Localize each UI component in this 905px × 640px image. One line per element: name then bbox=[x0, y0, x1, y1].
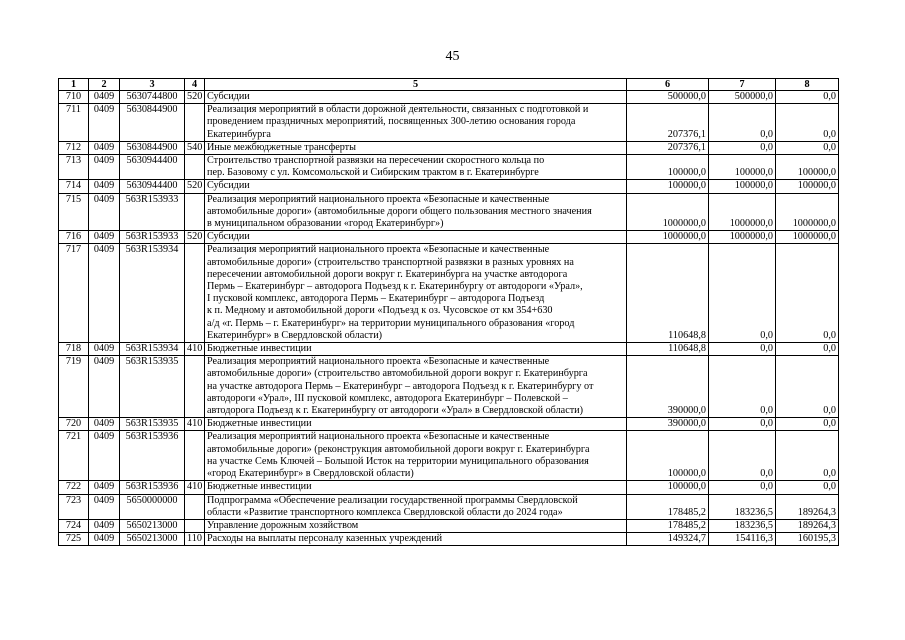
section-code-cell: 0409 bbox=[89, 193, 120, 231]
table-row bbox=[59, 481, 839, 494]
section-code-cell: 0409 bbox=[89, 481, 120, 494]
section-code-cell: 0409 bbox=[89, 343, 120, 356]
item-name-line: автомобильные дороги» (строительство транспортной развязки в разных уровнях на bbox=[207, 256, 574, 268]
table-row bbox=[59, 343, 839, 356]
header-cell: 7 bbox=[709, 79, 776, 91]
item-name-line: на участке Семь Ключей – Большой Исток на территории муниципального образования bbox=[207, 455, 589, 467]
amount-col7-cell: 0,0 bbox=[709, 481, 776, 494]
amount-col7-cell: 100000,0 bbox=[709, 155, 776, 180]
header-cell: 1 bbox=[59, 79, 89, 91]
amount-col7-cell: 183236,5 bbox=[709, 494, 776, 519]
table-row bbox=[59, 418, 839, 431]
item-name-line: автодороги «Урал», III пусковой комплекс, автодорога Екатеринбург – Полевской – bbox=[207, 392, 568, 404]
expense-type-cell bbox=[185, 244, 205, 343]
table-body bbox=[59, 91, 839, 546]
target-code-cell: 5630844900 bbox=[120, 104, 185, 142]
row-number-cell: 714 bbox=[59, 180, 89, 193]
item-name-cell bbox=[205, 244, 627, 343]
amount-col6-cell: 500000,0 bbox=[627, 91, 709, 104]
amount-col7-cell: 100000,0 bbox=[709, 180, 776, 193]
section-code-cell: 0409 bbox=[89, 533, 120, 546]
amount-col6-cell: 149324,7 bbox=[627, 533, 709, 546]
item-name-line: пересечении автомобильной дороги вокруг г. Екатеринбурга на участке автодорога bbox=[207, 268, 568, 280]
amount-col8-cell: 0,0 bbox=[776, 141, 839, 154]
table-row bbox=[59, 104, 839, 142]
item-name-cell bbox=[205, 231, 627, 244]
expense-type-cell: 520 bbox=[185, 91, 205, 104]
amount-col6-cell: 1000000,0 bbox=[627, 193, 709, 231]
expense-type-cell: 410 bbox=[185, 418, 205, 431]
row-number-cell: 716 bbox=[59, 231, 89, 244]
amount-col6-cell: 110648,8 bbox=[627, 343, 709, 356]
item-name-line: а/д «г. Пермь – г. Екатеринбург» на территории муниципального образования «город bbox=[207, 317, 575, 329]
row-number-cell: 717 bbox=[59, 244, 89, 343]
section-code-cell: 0409 bbox=[89, 231, 120, 244]
item-name-line: Реализация мероприятий в области дорожной деятельности, связанных с подготовкой и bbox=[207, 104, 589, 116]
header-cell: 8 bbox=[776, 79, 839, 91]
item-name-cell bbox=[205, 104, 627, 142]
amount-col8-cell: 100000,0 bbox=[776, 180, 839, 193]
item-name-line: Субсидии bbox=[207, 231, 250, 243]
amount-col6-cell: 100000,0 bbox=[627, 431, 709, 481]
row-number-cell: 711 bbox=[59, 104, 89, 142]
target-code-cell: 5650213000 bbox=[120, 519, 185, 532]
row-number-cell: 724 bbox=[59, 519, 89, 532]
item-name-line: к п. Медному и автомобильной дороги «Подъезд к оз. Чусовское от км 354+630 bbox=[207, 305, 553, 317]
row-number-cell: 713 bbox=[59, 155, 89, 180]
section-code-cell: 0409 bbox=[89, 91, 120, 104]
amount-col8-cell: 0,0 bbox=[776, 91, 839, 104]
expense-type-cell bbox=[185, 519, 205, 532]
item-name-line: Субсидии bbox=[207, 180, 250, 192]
item-name-line: Управление дорожным хозяйством bbox=[207, 519, 359, 531]
target-code-cell: 5650213000 bbox=[120, 533, 185, 546]
amount-col6-cell: 178485,2 bbox=[627, 494, 709, 519]
amount-col7-cell: 1000000,0 bbox=[709, 231, 776, 244]
row-number-cell: 723 bbox=[59, 494, 89, 519]
item-name-cell bbox=[205, 519, 627, 532]
target-code-cell: 563R153936 bbox=[120, 431, 185, 481]
table-row bbox=[59, 519, 839, 532]
table-row bbox=[59, 91, 839, 104]
amount-col8-cell: 160195,3 bbox=[776, 533, 839, 546]
amount-col6-cell: 390000,0 bbox=[627, 418, 709, 431]
item-name-line: Пермь – Екатеринбург – автодорога Подъезд к г. Екатеринбургу от автодороги «Урал», bbox=[207, 281, 583, 293]
header-cell: 2 bbox=[89, 79, 120, 91]
row-number-cell: 719 bbox=[59, 356, 89, 418]
item-name-line: области «Развитие транспортного комплекса Свердловской области до 2024 года» bbox=[207, 506, 563, 518]
amount-col7-cell: 0,0 bbox=[709, 343, 776, 356]
item-name-line: Реализация мероприятий национального проекта «Безопасные и качественные bbox=[207, 193, 550, 205]
item-name-cell bbox=[205, 533, 627, 546]
amount-col6-cell: 100000,0 bbox=[627, 155, 709, 180]
section-code-cell: 0409 bbox=[89, 155, 120, 180]
amount-col6-cell: 110648,8 bbox=[627, 244, 709, 343]
item-name-cell bbox=[205, 343, 627, 356]
amount-col6-cell: 178485,2 bbox=[627, 519, 709, 532]
section-code-cell: 0409 bbox=[89, 519, 120, 532]
budget-table bbox=[58, 78, 839, 546]
item-name-line: на участке автодорога Пермь – Екатеринбург – автодорога Подъезд к г. Екатеринбургу от bbox=[207, 380, 594, 392]
item-name-cell bbox=[205, 494, 627, 519]
amount-col8-cell: 189264,3 bbox=[776, 494, 839, 519]
amount-col8-cell: 1000000,0 bbox=[776, 193, 839, 231]
item-name-line: Екатеринбург» в Свердловской области) bbox=[207, 329, 383, 341]
row-number-cell: 710 bbox=[59, 91, 89, 104]
item-name-cell bbox=[205, 91, 627, 104]
item-name-cell bbox=[205, 431, 627, 481]
item-name-line: Бюджетные инвестиции bbox=[207, 418, 312, 430]
section-code-cell: 0409 bbox=[89, 104, 120, 142]
item-name-cell bbox=[205, 481, 627, 494]
table-row bbox=[59, 193, 839, 231]
amount-col8-cell: 0,0 bbox=[776, 431, 839, 481]
item-name-line: в муниципальном образовании «город Екатеринбург») bbox=[207, 218, 444, 230]
target-code-cell: 563R153934 bbox=[120, 343, 185, 356]
amount-col6-cell: 100000,0 bbox=[627, 180, 709, 193]
item-name-line: Строительство транспортной развязки на пересечении скоростного кольца по bbox=[207, 155, 545, 167]
row-number-cell: 722 bbox=[59, 481, 89, 494]
item-name-line: автомобильные дороги» (строительство автомобильной дороги вокруг г. Екатеринбурга bbox=[207, 368, 588, 380]
amount-col7-cell: 183236,5 bbox=[709, 519, 776, 532]
amount-col7-cell: 1000000,0 bbox=[709, 193, 776, 231]
amount-col8-cell: 100000,0 bbox=[776, 155, 839, 180]
item-name-line: Бюджетные инвестиции bbox=[207, 481, 312, 493]
section-code-cell: 0409 bbox=[89, 141, 120, 154]
item-name-line: Екатеринбурга bbox=[207, 128, 271, 140]
item-name-line: пер. Базовому с ул. Комсомольской и Сибирским трактом в г. Екатеринбурге bbox=[207, 167, 539, 179]
table-row bbox=[59, 356, 839, 418]
amount-col6-cell: 207376,1 bbox=[627, 141, 709, 154]
expense-type-cell: 520 bbox=[185, 231, 205, 244]
item-name-cell bbox=[205, 193, 627, 231]
amount-col7-cell: 0,0 bbox=[709, 418, 776, 431]
table-row bbox=[59, 494, 839, 519]
amount-col6-cell: 1000000,0 bbox=[627, 231, 709, 244]
item-name-line: I пусковой комплекс, автодорога Пермь – Екатеринбург – автодорога Подъезд bbox=[207, 293, 545, 305]
expense-type-cell bbox=[185, 104, 205, 142]
section-code-cell: 0409 bbox=[89, 356, 120, 418]
row-number-cell: 718 bbox=[59, 343, 89, 356]
header-cell: 4 bbox=[185, 79, 205, 91]
section-code-cell: 0409 bbox=[89, 418, 120, 431]
table-row bbox=[59, 141, 839, 154]
item-name-line: проведением праздничных мероприятий, посвященных 300-летию основания города bbox=[207, 116, 576, 128]
amount-col6-cell: 100000,0 bbox=[627, 481, 709, 494]
amount-col8-cell: 0,0 bbox=[776, 343, 839, 356]
header-cell: 5 bbox=[205, 79, 627, 91]
target-code-cell: 5630744800 bbox=[120, 91, 185, 104]
expense-type-cell bbox=[185, 431, 205, 481]
amount-col8-cell: 1000000,0 bbox=[776, 231, 839, 244]
item-name-line: Бюджетные инвестиции bbox=[207, 343, 312, 355]
amount-col7-cell: 0,0 bbox=[709, 356, 776, 418]
item-name-line: Иные межбюджетные трансферты bbox=[207, 141, 356, 153]
row-number-cell: 721 bbox=[59, 431, 89, 481]
table-row bbox=[59, 431, 839, 481]
header-cell: 6 bbox=[627, 79, 709, 91]
target-code-cell: 563R153936 bbox=[120, 481, 185, 494]
table-row bbox=[59, 533, 839, 546]
item-name-cell bbox=[205, 155, 627, 180]
item-name-cell bbox=[205, 141, 627, 154]
target-code-cell: 5630944400 bbox=[120, 180, 185, 193]
header-cell: 3 bbox=[120, 79, 185, 91]
amount-col6-cell: 207376,1 bbox=[627, 104, 709, 142]
target-code-cell: 563R153935 bbox=[120, 356, 185, 418]
target-code-cell: 5630844900 bbox=[120, 141, 185, 154]
expense-type-cell: 110 bbox=[185, 533, 205, 546]
table-row bbox=[59, 155, 839, 180]
amount-col7-cell: 500000,0 bbox=[709, 91, 776, 104]
expense-type-cell bbox=[185, 356, 205, 418]
row-number-cell: 720 bbox=[59, 418, 89, 431]
section-code-cell: 0409 bbox=[89, 431, 120, 481]
header-row bbox=[59, 79, 839, 91]
expense-type-cell: 410 bbox=[185, 481, 205, 494]
amount-col7-cell: 0,0 bbox=[709, 141, 776, 154]
item-name-line: автомобильные дороги» (реконструкция автомобильной дороги вокруг г. Екатеринбурга bbox=[207, 443, 590, 455]
table-row bbox=[59, 244, 839, 343]
amount-col6-cell: 390000,0 bbox=[627, 356, 709, 418]
item-name-cell bbox=[205, 180, 627, 193]
item-name-line: Реализация мероприятий национального проекта «Безопасные и качественные bbox=[207, 431, 550, 443]
item-name-line: Подпрограмма «Обеспечение реализации государственной программы Свердловской bbox=[207, 494, 578, 506]
amount-col7-cell: 0,0 bbox=[709, 431, 776, 481]
item-name-line: Реализация мероприятий национального проекта «Безопасные и качественные bbox=[207, 356, 550, 368]
item-name-cell bbox=[205, 356, 627, 418]
amount-col7-cell: 0,0 bbox=[709, 104, 776, 142]
row-number-cell: 725 bbox=[59, 533, 89, 546]
target-code-cell: 563R153935 bbox=[120, 418, 185, 431]
page-number: 45 bbox=[445, 49, 460, 64]
item-name-line: Субсидии bbox=[207, 91, 250, 102]
item-name-line: автодорога Подъезд к г. Екатеринбургу от автодороги «Урал» в Свердловской области) bbox=[207, 405, 584, 417]
item-name-line: «город Екатеринбург» в Свердловской области) bbox=[207, 468, 414, 480]
amount-col8-cell: 0,0 bbox=[776, 244, 839, 343]
expense-type-cell bbox=[185, 494, 205, 519]
target-code-cell: 563R153934 bbox=[120, 244, 185, 343]
amount-col7-cell: 154116,3 bbox=[709, 533, 776, 546]
row-number-cell: 712 bbox=[59, 141, 89, 154]
item-name-line: автомобильные дороги» (автомобильные дороги общего пользования местного значения bbox=[207, 205, 592, 217]
target-code-cell: 5630944400 bbox=[120, 155, 185, 180]
amount-col8-cell: 0,0 bbox=[776, 104, 839, 142]
amount-col8-cell: 189264,3 bbox=[776, 519, 839, 532]
target-code-cell: 5650000000 bbox=[120, 494, 185, 519]
amount-col7-cell: 0,0 bbox=[709, 244, 776, 343]
section-code-cell: 0409 bbox=[89, 244, 120, 343]
expense-type-cell: 410 bbox=[185, 343, 205, 356]
item-name-line: Расходы на выплаты персоналу казенных учреждений bbox=[207, 533, 443, 545]
target-code-cell: 563R153933 bbox=[120, 231, 185, 244]
target-code-cell: 563R153933 bbox=[120, 193, 185, 231]
amount-col8-cell: 0,0 bbox=[776, 356, 839, 418]
amount-col8-cell: 0,0 bbox=[776, 418, 839, 431]
amount-col8-cell: 0,0 bbox=[776, 481, 839, 494]
table-row bbox=[59, 180, 839, 193]
expense-type-cell bbox=[185, 193, 205, 231]
item-name-cell bbox=[205, 418, 627, 431]
table-row bbox=[59, 231, 839, 244]
section-code-cell: 0409 bbox=[89, 180, 120, 193]
row-number-cell: 715 bbox=[59, 193, 89, 231]
section-code-cell: 0409 bbox=[89, 494, 120, 519]
item-name-line: Реализация мероприятий национального проекта «Безопасные и качественные bbox=[207, 244, 550, 256]
expense-type-cell bbox=[185, 155, 205, 180]
expense-type-cell: 540 bbox=[185, 141, 205, 154]
expense-type-cell: 520 bbox=[185, 180, 205, 193]
